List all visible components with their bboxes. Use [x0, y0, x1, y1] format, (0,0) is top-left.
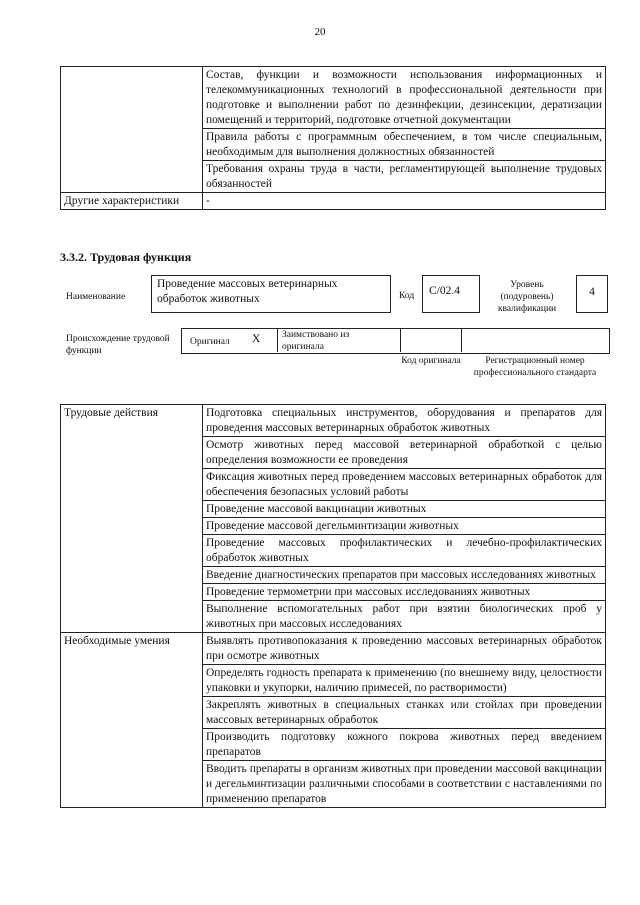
row-text: Правила работы с программным обеспечением, в том числе специальным, необходимым для выполнения должностных обязанностей — [203, 129, 606, 161]
section-heading: 3.3.2. Трудовая функция — [60, 250, 192, 264]
item-text: Выявлять противопоказания к проведению массовых ветеринарных обработок при осмотре животных — [203, 633, 606, 665]
code-label: Код — [399, 291, 415, 301]
row-text: Требования охраны труда в части, регламентирующей выполнение трудовых обязанностей — [203, 161, 606, 193]
item-text: Введение диагностических препаратов при массовых исследованиях животных — [203, 567, 606, 584]
row-text: Состав, функции и возможности использования информационных и телекоммуникационных технологий в профессиональной деятельности при подготовке и выполнении работ по дезинфекции, дезинсекции, дератизации помещений и территорий, подготовке отчетной документации — [203, 67, 606, 129]
item-text: Фиксация животных перед проведением массовых ветеринарных обработок для обеспечения безопасных условий работы — [203, 469, 606, 501]
item-text: Вводить препараты в организм животных при проведении массовой вакцинации и дегельминтизации различными способами в соответствии с наставлениями по применению препаратов — [203, 761, 606, 808]
item-text: Закреплять животных в специальных станках или стойлах при проведении массовых ветеринарных обработок — [203, 697, 606, 729]
divider — [461, 328, 462, 352]
borrowed-label: Заимствовано из оригинала — [282, 330, 350, 352]
level-value: 4 — [576, 275, 608, 313]
row-label — [61, 67, 203, 193]
origin-box — [181, 328, 610, 354]
main-table — [60, 404, 606, 808]
table-row — [61, 193, 606, 210]
function-code: C/02.4 — [422, 275, 480, 313]
group-label: Необходимые умения — [61, 633, 203, 808]
reg-caption: Регистрационный номер профессионального стандарта — [473, 356, 597, 378]
group-label: Трудовые действия — [61, 405, 203, 633]
item-text: Определять годность препарата к применению (по внешнему виду, целостности упаковки и укупорки, наличию примесей, по растворимости) — [203, 665, 606, 697]
item-text: Проведение массовой вакцинации животных — [203, 501, 606, 518]
item-text: Производить подготовку кожного покрова животных перед введением препаратов — [203, 729, 606, 761]
item-text: Проведение массовых профилактических и лечебно-профилактических обработок животных — [203, 535, 606, 567]
item-text: Осмотр животных перед массовой ветеринарной обработкой с целью определения возможности ее проведения — [203, 437, 606, 469]
table-row — [61, 405, 606, 437]
divider — [400, 328, 401, 352]
item-text: Проведение термометрии при массовых исследованиях животных — [203, 584, 606, 601]
item-text: Подготовка специальных инструментов, оборудования и препаратов для проведения массовых ветеринарных обработок животных — [203, 405, 606, 437]
top-table — [60, 66, 606, 210]
page-number: 20 — [314, 26, 326, 38]
function-name: Проведение массовых ветеринарных обработок животных — [151, 275, 391, 313]
table-row — [61, 633, 606, 665]
original-label: Оригинал — [190, 337, 230, 347]
item-text: Проведение массовой дегельминтизации животных — [203, 518, 606, 535]
level-label: Уровень (подуровень) квалификации — [497, 280, 557, 314]
divider — [277, 328, 278, 352]
name-label: Наименование — [66, 292, 126, 302]
row-text: - — [203, 193, 606, 210]
item-text: Выполнение вспомогательных работ при взятии биологических проб у животных при массовых исследованиях — [203, 601, 606, 633]
row-label: Другие характеристики — [61, 193, 203, 210]
original-mark: X — [252, 333, 261, 345]
table-row — [61, 67, 606, 129]
code-caption: Код оригинала — [401, 356, 461, 366]
origin-label: Происхождение трудовой функции — [66, 334, 170, 356]
